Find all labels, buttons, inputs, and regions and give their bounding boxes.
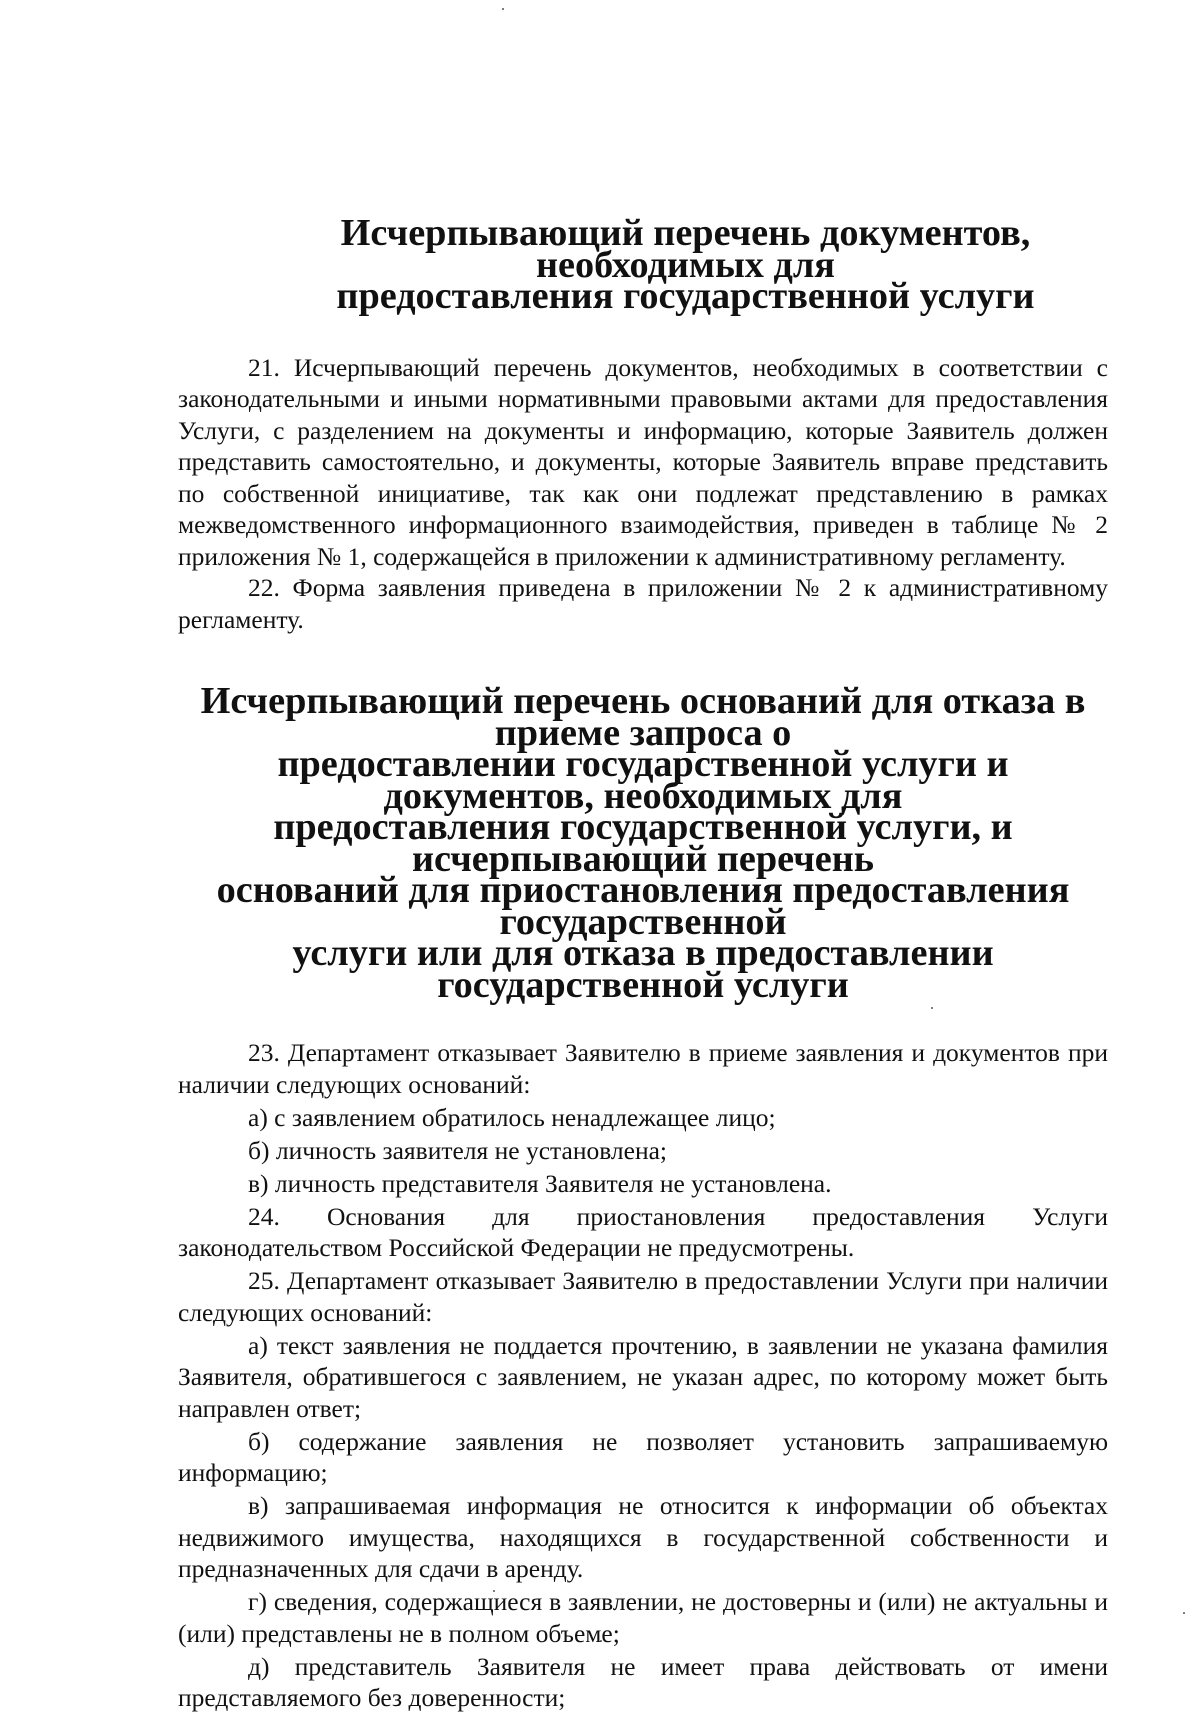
list-item-25d: г) сведения, содержащиеся в заявлении, не достоверны и (или) не актуальны и (или) представлены не в полном объеме;: [178, 1587, 1108, 1648]
heading-line: предоставления государственной услуги: [336, 275, 1035, 317]
list-item-25e: д) представитель Заявителя не имеет права действовать от имени представляемого без доверенности;: [178, 1651, 1108, 1712]
list-item-23a: а) с заявлением обратилось ненадлежащее лицо;: [248, 1102, 776, 1132]
heading-line: оснований для приостановления предоставления государственной: [216, 869, 1070, 943]
document-body: [178, 212, 1108, 1714]
heading-line: предоставления государственной услуги, и исчерпывающий перечень: [273, 806, 1013, 880]
scan-speck: [502, 8, 504, 10]
paragraph-21: 21. Исчерпывающий перечень документов, необходимых в соответствии с законодательными и иными нормативными правовыми актами для предоставления Услуги, с разделением на документы и информацию, которые Заявитель должен представить самостоятельно, и документы, которые Заявитель вправе представить по собственной инициативе, так как они подлежат представлению в рамках межведомственного информационного взаимодействия, приведен в таблице № 2 приложения № 1, содержащейся в приложении к административному регламенту.: [178, 352, 1108, 571]
list-item-23b: б) личность заявителя не установлена;: [248, 1135, 668, 1165]
list-item-25c: в) запрашиваемая информация не относится к информации об объектах недвижимого имущества, находящихся в государственной собственности и предназначенных для сдачи в аренду.: [178, 1491, 1108, 1583]
scan-speck: [1183, 1612, 1185, 1614]
heading-line: услуги или для отказа в предоставлении государственной услуги: [292, 932, 994, 1006]
section-heading-refusal-grounds: [178, 680, 1108, 1006]
heading-line: Исчерпывающий перечень документов, необходимых для: [340, 212, 1031, 286]
paragraph-23: 23. Департамент отказывает Заявителю в приеме заявления и документов при наличии следующих оснований:: [178, 1038, 1108, 1099]
list-item-25a: а) текст заявления не поддается прочтению, в заявлении не указана фамилия Заявителя, обратившегося с заявлением, не указан адрес, по которому может быть направлен ответ;: [178, 1330, 1108, 1423]
heading-line: Исчерпывающий перечень оснований для отказа в приеме запроса о: [200, 680, 1086, 754]
list-item-25b: б) содержание заявления не позволяет установить запрашиваемую информацию;: [178, 1426, 1108, 1487]
list-item-23c: в) личность представителя Заявителя не установлена.: [248, 1168, 832, 1198]
heading-line: предоставлении государственной услуги и документов, необходимых для: [277, 743, 1009, 817]
paragraph-25: 25. Департамент отказывает Заявителю в предоставлении Услуги при наличии следующих оснований:: [178, 1266, 1108, 1327]
section-heading-documents: [178, 212, 1108, 317]
paragraph-22: 22. Форма заявления приведена в приложении № 2 к административному регламенту.: [178, 573, 1108, 634]
paragraph-24: 24. Основания для приостановления предоставления Услуги законодательством Российской Федерации не предусмотрены.: [178, 1201, 1108, 1262]
